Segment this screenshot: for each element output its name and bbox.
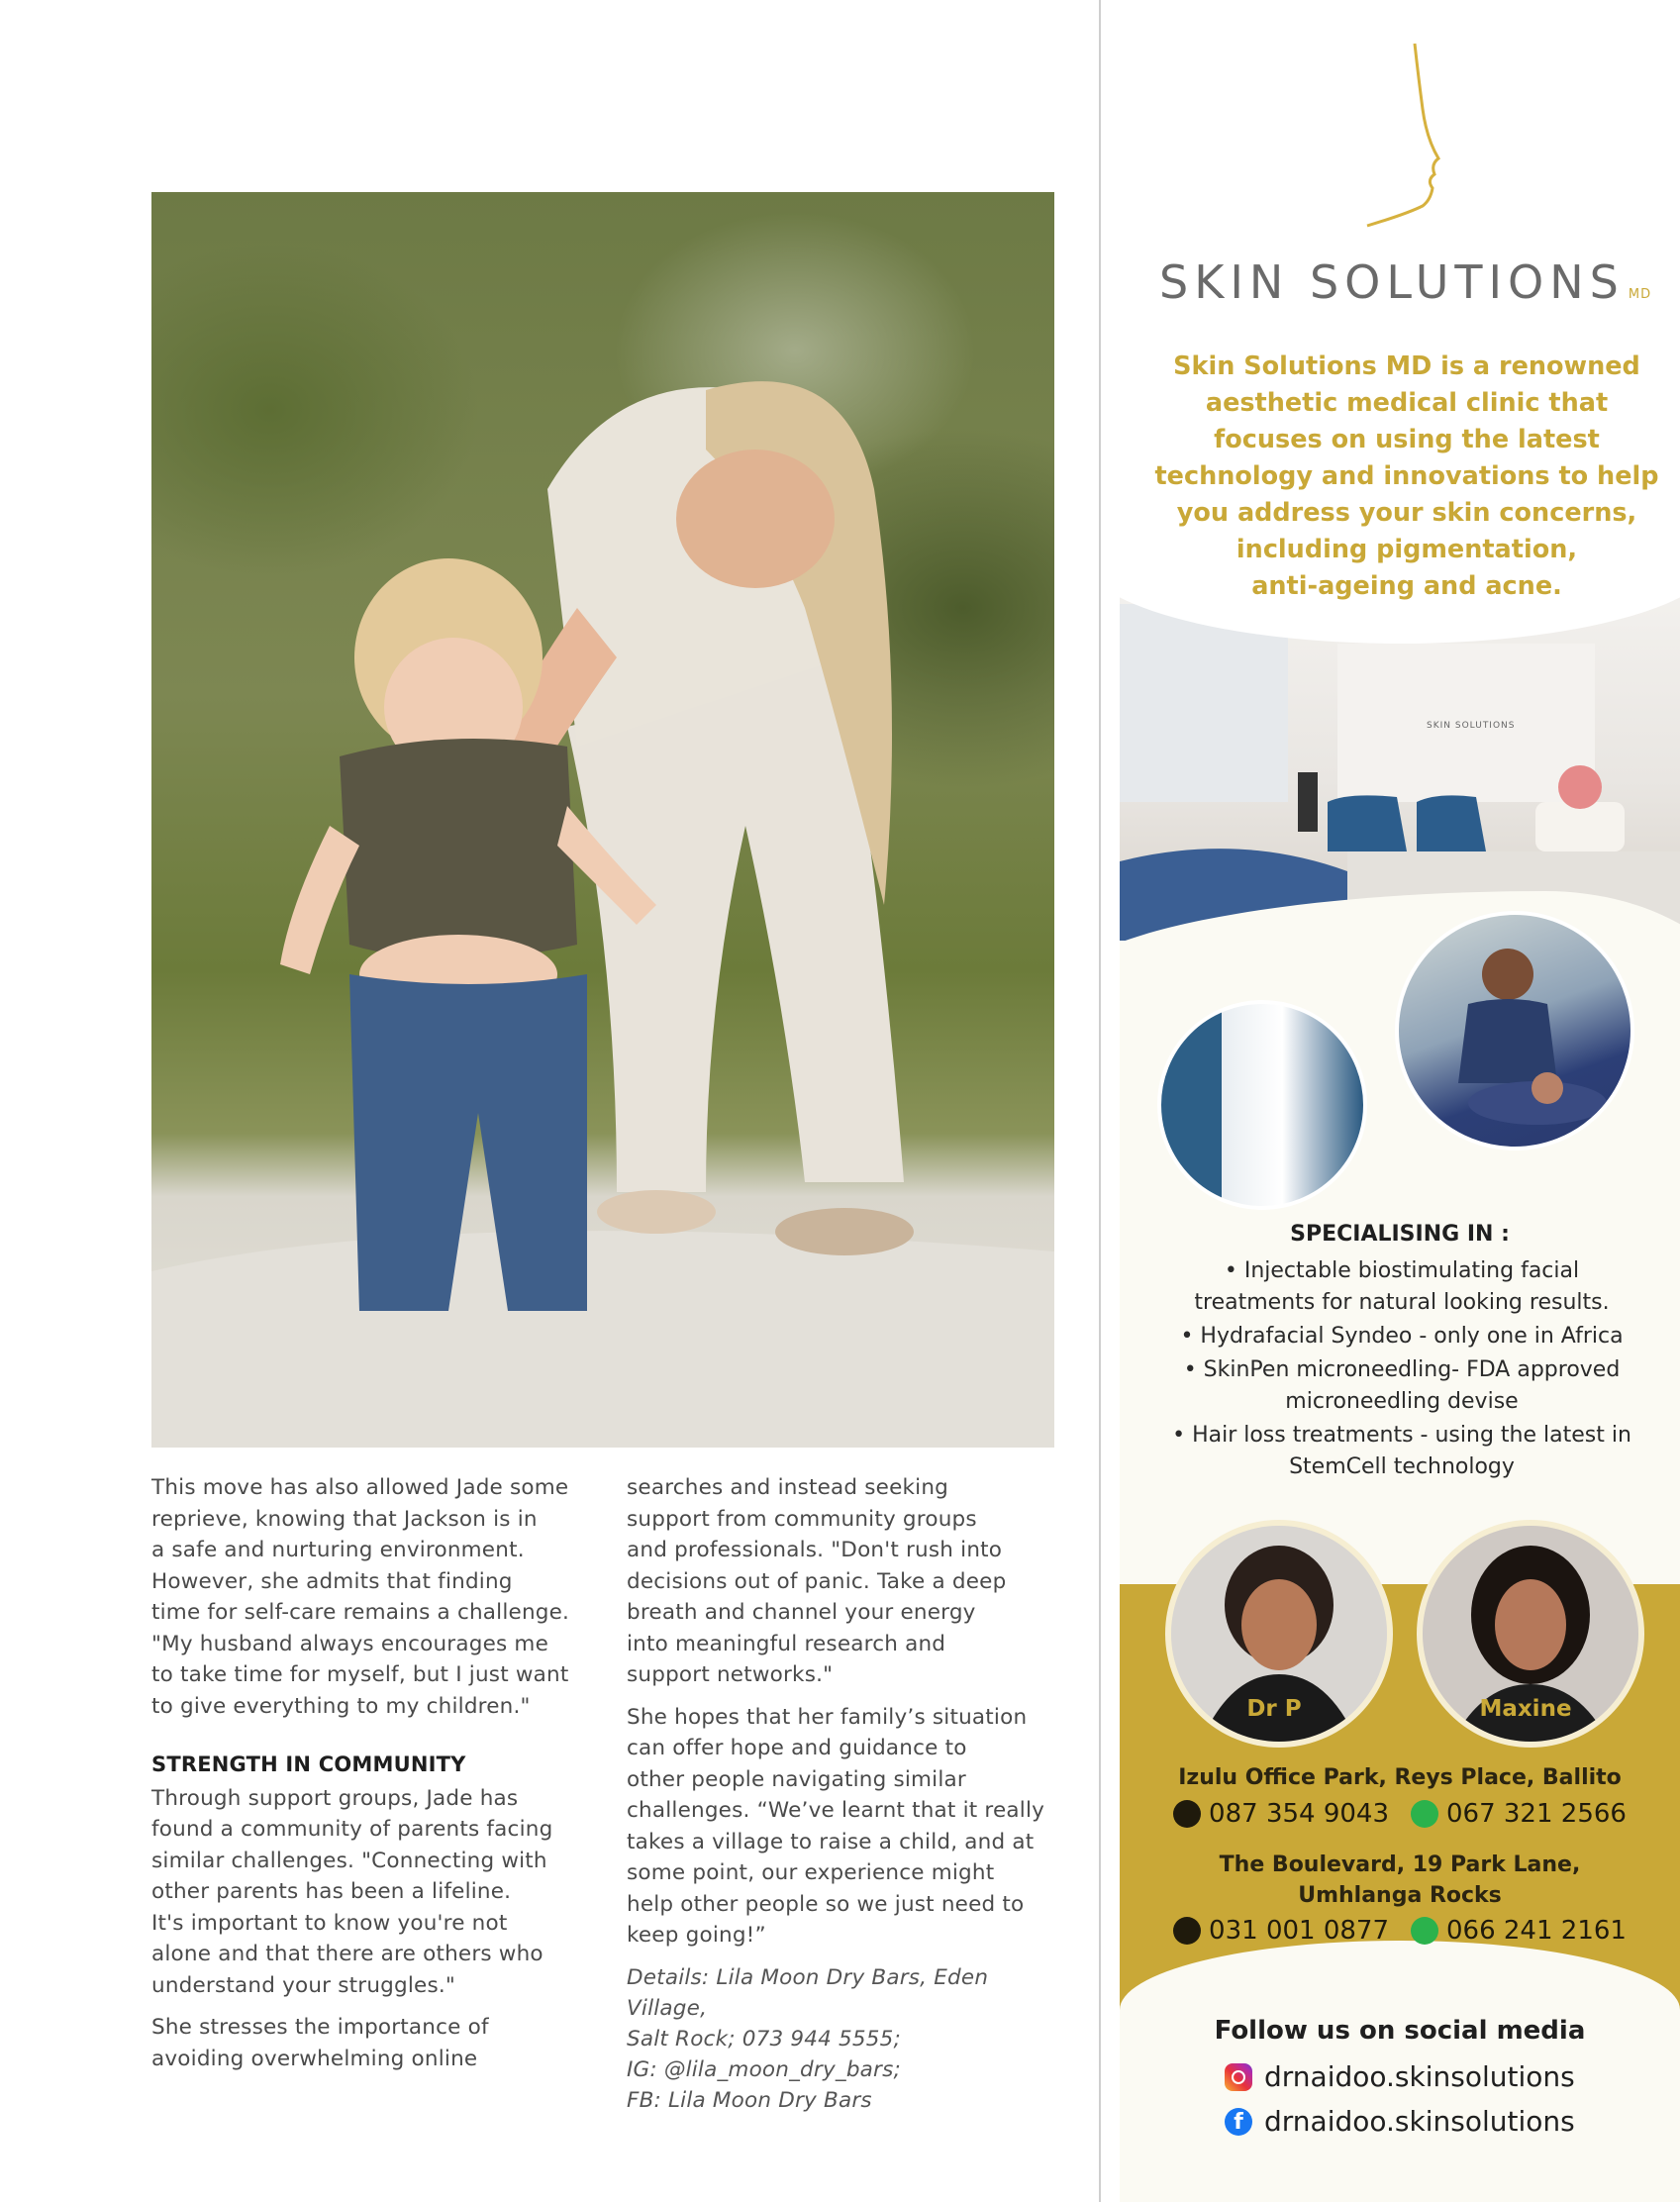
specialising-title: SPECIALISING IN : (1290, 1222, 1510, 1247)
photo-illustration (151, 192, 1054, 1448)
specialising-item: • SkinPen microneedling- FDA approved microneedling devise (1183, 1357, 1621, 1414)
instagram-handle: drnaidoo.skinsolutions (1264, 2060, 1575, 2093)
article-paragraph: This move has also allowed Jade some reprieve, knowing that Jackson is in a safe and nurturing environment. However, she admits that finding time for self-care remains a challenge. "My husband always encourages me to take time for myself, but I just want to give everything to my children." (151, 1475, 570, 1719)
ad-intro-text: Skin Solutions MD is a renowned aesthetic medical clinic that focuses on using the latest technology and innovations to help you address your skin concerns, including pigmentation, anti-ageing and acne. (1154, 351, 1659, 601)
article-paragraph: Through support groups, Jade has found a community of parents facing similar challenges. "Connecting with other parents has been a lifeline. It's important to know you're not alone and that there are others who understand your struggles." (151, 1785, 553, 1998)
maxine-name: Maxine (1479, 1696, 1572, 1722)
facebook-icon: f (1225, 2108, 1252, 2136)
whatsapp-number: 067 321 2566 (1446, 1799, 1627, 1829)
facebook-handle: drnaidoo.skinsolutions (1264, 2105, 1575, 2138)
brand-wordmark: SKIN SOLUTIONS (1159, 255, 1625, 309)
specialising-item: • Injectable biostimulating facial treatments for natural looking results. (1194, 1258, 1610, 1315)
article-paragraph: She stresses the importance of avoiding overwhelming online (151, 2015, 489, 2071)
mother-child-photo (151, 192, 1054, 1448)
product-shelf-photo (1157, 1000, 1367, 1210)
umhlanga-phone[interactable] (1173, 1916, 1389, 1946)
clinic-wall-sign: SKIN SOLUTIONS (1427, 721, 1516, 731)
article-column-2 (627, 1472, 1062, 2127)
section-subheading: STRENGTH IN COMMUNITY (151, 1752, 466, 1776)
brand-name (1159, 255, 1674, 309)
article-paragraph: searches and instead seeking support from community groups and professionals. "Don't rush into decisions out of panic. Take a deep breath and channel your energy into meaningful research and support networks." (627, 1475, 1007, 1687)
phone-number: 087 354 9043 (1209, 1799, 1389, 1829)
face-profile-logo (1328, 40, 1476, 238)
brand-suffix: MD (1628, 287, 1652, 302)
instagram-link[interactable] (1225, 2060, 1575, 2093)
dr-p-name: Dr P (1246, 1696, 1302, 1722)
facebook-link[interactable] (1225, 2105, 1575, 2138)
treatment-illustration (1399, 915, 1631, 1147)
whatsapp-icon (1411, 1917, 1438, 1945)
page-divider (1099, 0, 1101, 2202)
umhlanga-address: The Boulevard, 19 Park Lane, Umhlanga Rocks (1219, 1852, 1581, 1908)
phone-icon (1173, 1917, 1201, 1945)
treatment-photo (1395, 911, 1634, 1151)
ballito-whatsapp[interactable] (1411, 1799, 1627, 1829)
ballito-phone[interactable] (1173, 1799, 1389, 1829)
instagram-icon (1225, 2063, 1252, 2091)
specialising-item: • Hydrafacial Syndeo - only one in Africa (1180, 1324, 1624, 1349)
article-paragraph: She hopes that her family’s situation can offer hope and guidance to other people navigating similar challenges. “We’ve learnt that it really takes a village to raise a child, and at some point, our experience might help other people so we just need to keep going!” (627, 1704, 1045, 1948)
details-credit: Details: Lila Moon Dry Bars, Eden Village, Salt Rock; 073 944 5555; IG: @lila_moon_dry_bars; FB: Lila Moon Dry Bars (627, 1964, 989, 2113)
article-column-1 (151, 1472, 587, 2085)
umhlanga-contact-row (1120, 1916, 1680, 1946)
whatsapp-number: 066 241 2161 (1446, 1916, 1627, 1946)
skin-solutions-advert (1120, 0, 1680, 2202)
whatsapp-icon (1411, 1800, 1438, 1828)
umhlanga-whatsapp[interactable] (1411, 1916, 1627, 1946)
specialising-list (1149, 1255, 1654, 1485)
phone-number: 031 001 0877 (1209, 1916, 1389, 1946)
follow-social-heading: Follow us on social media (1214, 2016, 1586, 2046)
phone-icon (1173, 1800, 1201, 1828)
specialising-item: • Hair loss treatments - using the latest in StemCell technology (1172, 1423, 1631, 1479)
ballito-contact-row (1120, 1799, 1680, 1829)
ballito-address: Izulu Office Park, Reys Place, Ballito (1178, 1765, 1622, 1790)
